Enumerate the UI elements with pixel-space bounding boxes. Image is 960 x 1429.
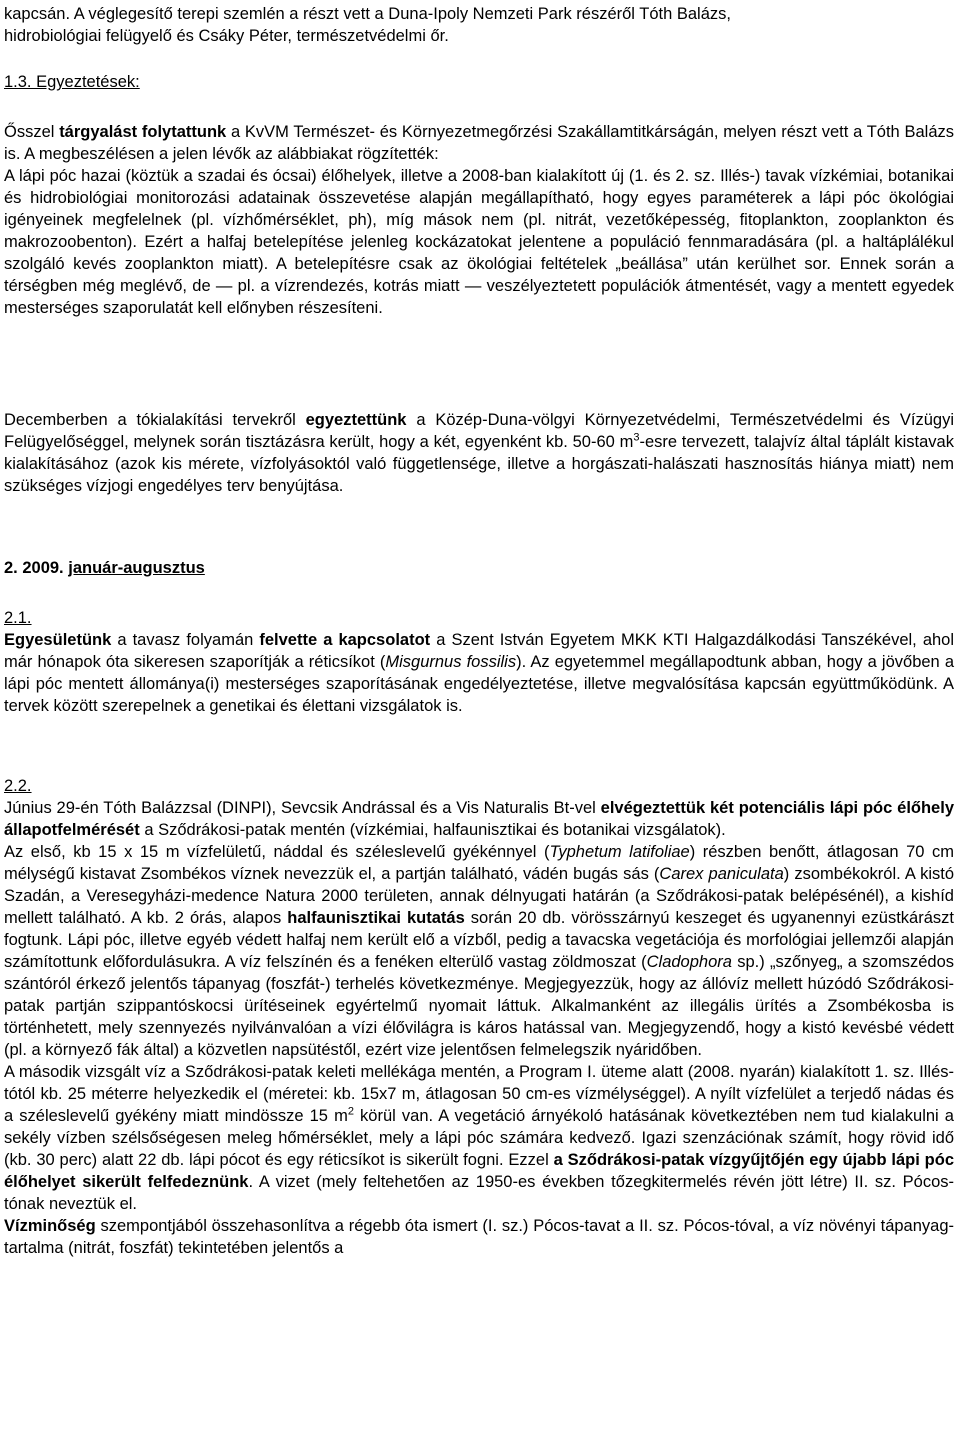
section-2-title: január-augusztus [68, 559, 205, 577]
intro-paragraph [4, 3, 954, 47]
section-2-2 [4, 775, 954, 1259]
intro-line-1: kapcsán. A véglegesítő terepi szemlén a részt vett a Duna-Ipoly Nemzeti Park részéről Tóth Balázs, [4, 5, 731, 23]
section-1-3-heading [4, 71, 954, 93]
section-2-2-paragraph-2: Az első, kb 15 x 15 m vízfelületű, náddal és széleslevelű gyékénnyel (Typhetum latifoliae) részben benőtt, átlagosan 70 cm mélységű kistavat Zsombékos víznek nevezzük el, a partján található, vádén bugás sás (Carex paniculata) zsombékokról. A kistó Szadán, a Veresegyházi-medence Natura 2000 területen, annak délnyugati határán (a Sződrákosi-patak belépésénél), a kishíd mellett található. A kb. 2 órás, alapos halfaunisztikai kutatás során 20 db. vörösszárnyú keszeget és ugyanennyi ezüstkárászt fogtunk. Lápi póc, illetve egyéb védett halfaj nem került elő a vízből, pedig a tavacska vegetációja és morfológiai jellemzői alapján számítottunk előfordulásukra. A víz felszínén és a fenéken elterülő vastag zöldmoszat (Cladophora sp.) „szőnyeg„ a szomszédos szántóról érkező jelentős tápanyag (foszfát-) terhelés következménye. Megjegyezzük, hogy az állóvíz mellett húzódó Sződrákosi-patak partján szippantóskocsi ürítéseinek egyértelmű nyomait láttuk. Alkalmanként az illegális ürítés a Zsombékosba is történhetett, mely szennyezés nyilvánvalóan a vízi élővilágra is káros hatással van. Megjegyzendő, hogy a kistó kevésbé védett (pl. a környező fák által) a közvetlen napsütéstől, ezért vize jelentősen felmelegszik nyáridőben. [4, 843, 955, 1059]
section-1-3-title: 1.3. Egyeztetések: [4, 73, 140, 91]
section-1-3-paragraph-3-block [4, 409, 954, 497]
section-2-heading [4, 557, 954, 579]
section-2-number: 2. 2009. [4, 559, 64, 577]
section-1-3-paragraph-1: Ősszel tárgyalást folytattunk a KvVM Természet- és Környezetmegőrzési Szakállamtitkárságán, melyen részt vett a Tóth Balázs is. A megbeszélésen a jelen lévők az alábbiakat rögzítették: [4, 123, 954, 163]
section-2-1-number: 2.1. [4, 609, 32, 627]
section-1-3-paragraph-2: A lápi póc hazai (köztük a szadai és ócsai) élőhelyek, illetve a 2008-ban kialakított új (1. és 2. sz. Illés-) tavak vízkémiai, botanikai és hidrobiológiai monitorozási adatainak összevetése alapján megállapítható, hogy egyes paraméterek a lápi póc ökológiai igényeinek megfelelnek (pl. vízhőmérséklet, ph), míg mások nem (pl. nitrát, vezetőképesség, fitoplankton, zooplankton és makrozoobenton). Ezért a halfaj betelepítése jelenleg kockázatokat jelentene a populáció fennmaradására (pl. a haltáplálékul szolgáló kevés zooplankton miatt). A betelepítésre csak az ökológiai feltételek „beállása” után kerülhet sor. Ennek során a térségben még meglévő, de — pl. a vízrendezés, kotrás miatt — veszélyeztetett populációk átmentését, vagy a mentett egyedek mesterséges szaporulatát kell előnyben részesíteni. [4, 167, 954, 317]
section-2-2-paragraph-3: A második vizsgált víz a Sződrákosi-patak keleti mellékága mentén, a Program I. üteme alatt (2008. nyarán) kialakított 1. sz. Illés-tótól kb. 25 méterre helyezkedik el (méretei: kb. 15x7 m, átlagosan 50 cm-es vízmélységgel). A nyílt vízfelület a terjedő nádas és a széleslevelű gyékény miatt mindössze 15 $m^2$ körül van. A vegetáció árnyékoló hatásának következtében nem tud kialakulni a sekély vízben szélsőségesen meleg hőmérséklet, mely a lápi póc számára kedvező. Igazi szenzációnak számít, hogy rövid idő (kb. 30 perc) alatt 22 db. lápi pócot és egy réticsíkot is sikerült fogni. Ezzel a Sződrákosi-patak vízgyűjtőjén egy újabb lápi póc élőhelyet sikerült felfedeznünk. A vizet (mely feltehetően az 1950-es években tőzegkitermelés révén jött létre) II. sz. Pócos-tónak neveztük el. [4, 1063, 954, 1213]
section-2-2-paragraph-1: Június 29-én Tóth Balázzsal (DINPI), Sevcsik Andrással és a Vis Naturalis Bt-vel elvégeztettük két potenciális lápi póc élőhely állapotfelmérését a Sződrákosi-patak mentén (vízkémiai, halfaunisztikai és botanikai vizsgálatok). [4, 799, 954, 839]
section-1-3-paragraph-3: Decemberben a tókialakítási tervekről egyeztettünk a Közép-Duna-völgyi Környezetvédelmi, Természetvédelmi és Vízügyi Felügyelőséggel, melynek során tisztázásra került, hogy a két, egyenként kb. 50-60 $m^3$-esre tervezett, talajvíz által táplált kistavak kialakításához (azok kis mérete, vízfolyásoktól való függetlensége, illetve a horgászati-halászati hasznosítás hiánya miatt) nem szükséges vízjogi engedélyes terv benyújtása. [4, 411, 954, 495]
section-2-1 [4, 607, 954, 717]
intro-line-2: hidrobiológiai felügyelő és Csáky Péter, természetvédelmi őr. [4, 27, 449, 45]
section-1-3-body [4, 121, 954, 319]
section-2-2-number: 2.2. [4, 777, 32, 795]
section-2-1-paragraph: Egyesületünk a tavasz folyamán felvette a kapcsolatot a Szent István Egyetem MKK KTI Halgazdálkodási Tanszékével, ahol már hónapok óta sikeresen szaporítják a réticsíkot (Misgurnus fossilis). Az egyetemmel megállapodtunk abban, hogy a jövőben a lápi póc mentett állománya(i) mesterséges szaporításának engedélyeztetése, illetve megvalósítása kapcsán együttműködünk. A tervek között szerepelnek a genetikai és élettani vizsgálatok is. [4, 631, 955, 715]
section-2-2-paragraph-4: Vízminőség szempontjából összehasonlítva a régebb óta ismert (I. sz.) Pócos-tavat a II. sz. Pócos-tóval, a víz növényi tápanyag-tartalma (nitrát, foszfát) tekintetében jelentős a [4, 1217, 954, 1257]
